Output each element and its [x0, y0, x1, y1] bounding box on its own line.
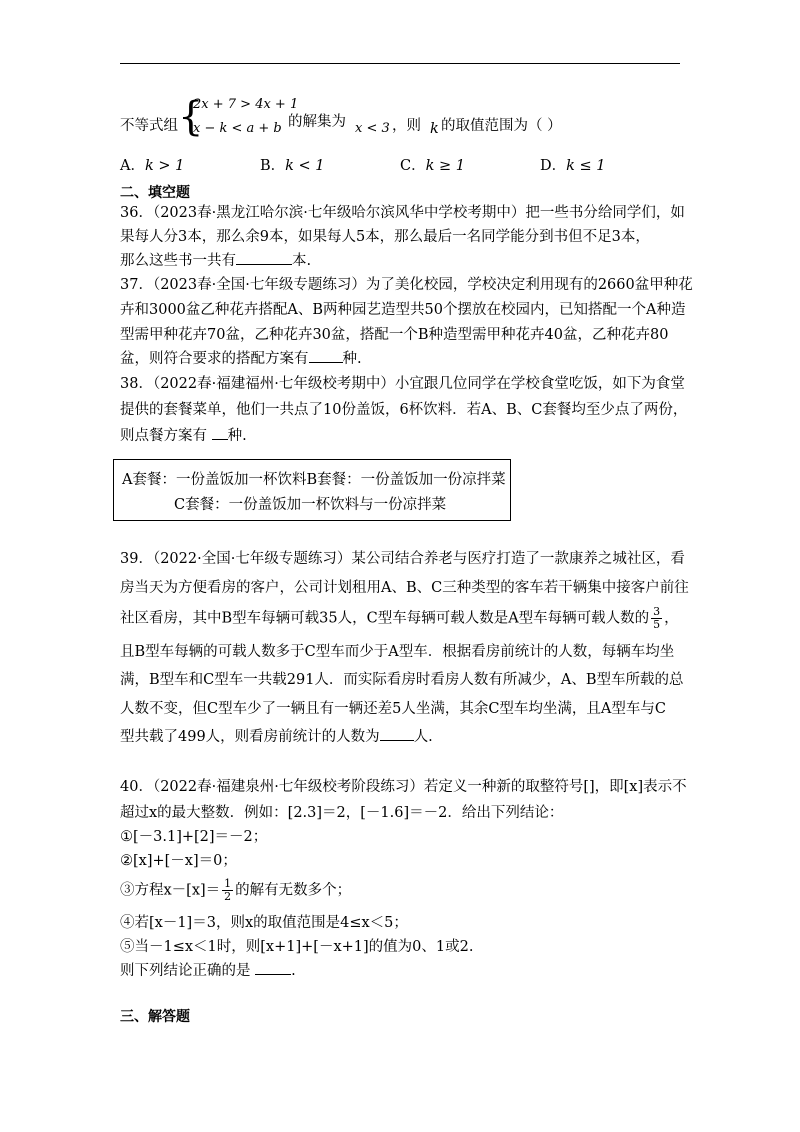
q39-line7: 型共载了499人，则看房前统计的人数为 人.: [120, 725, 433, 746]
fraction-three-fifths: $\frac{3}{5}$: [653, 605, 661, 631]
meal-menu-box: [113, 459, 511, 521]
fraction-one-half: $\frac{1}{2}$: [224, 877, 232, 903]
q39-line2: 房当天为方便看房的客户，公司计划租用A、B、C三种类型的客车若干辆集中接客户前往: [120, 580, 689, 596]
q35-prefix: 不等式组: [120, 118, 178, 134]
q40-conclusion-4: ④若[x－1]＝3，则x的取值范围是4≤x＜5；: [120, 915, 408, 931]
q38-line3: 则点餐方案有 种.: [120, 424, 247, 445]
menu-line2: C套餐：一份盖饭加一杯饮料与一份凉拌菜: [174, 497, 447, 513]
section-heading-fill-blank: 二、填空题: [120, 185, 190, 201]
q37-line3: 型需甲种花卉70盆，乙种花卉30盆，搭配一个B种造型需甲种花卉40盆，乙种花卉80: [120, 327, 669, 343]
q39-line6: 人数不变，但C型车少了一辆且有一辆还差5人坐满，其余C型车均坐满，且A型车与C: [120, 701, 666, 717]
section-heading-solve: 三、解答题: [120, 1009, 190, 1025]
q39-line3: 社区看房，其中B型车每辆可载35人，C型车每辆可载人数是A型车每辆可载人数的 $\frac{3}{5}$ ，: [120, 605, 679, 631]
option-d: D．k ≤ 1: [540, 158, 606, 174]
q37-line2: 卉和3000盆乙种花卉搭配A、B两种园艺造型共50个摆放在校园内，已知搭配一个A种造: [120, 302, 686, 318]
q36-line1: 36．（2023春·黑龙江哈尔滨·七年级哈尔滨风华中学校考期中）把一些书分给同学们，如: [120, 205, 685, 221]
q35-comma: ，则: [392, 118, 421, 134]
answer-blank: [236, 250, 292, 265]
q39-line4: 且B型车每辆的可载人数多于C型车而少于A型车．根据看房前统计的人数，每辆车均坐: [120, 644, 675, 660]
q38-line2: 提供的套餐菜单，他们一共点了10份盖饭，6杯饮料．若A、B、C套餐均至少点了两份，: [120, 402, 688, 418]
menu-line1: A套餐：一份盖饭加一杯饮料B套餐：一份盖饭加一份凉拌菜: [122, 472, 506, 488]
q35-suffix: 的取值范围为（ ）: [441, 118, 562, 134]
q35-eq2: x − k < a + b: [193, 121, 282, 136]
q37-line4: 盆，则符合要求的搭配方案有 种.: [120, 347, 362, 368]
q36-line2: 果每人分3本，那么余9本，如果每人5本，那么最后一名同学能分到书但不足3本，: [120, 229, 650, 245]
option-c: C．k ≥ 1: [400, 158, 465, 174]
answer-blank: [255, 960, 291, 975]
q40-conclusion-5: ⑤当－1≤x＜1时，则[x+1]+[－x+1]的值为0、1或2.: [120, 939, 474, 955]
q35-eq1: 2x + 7 > 4x + 1: [193, 97, 299, 112]
q39-line5: 满，B型车和C型车一共载291人．而实际看房时看房人数有所减少，A、B型车所载的总: [120, 672, 684, 688]
q35-mid: 的解集为: [288, 114, 346, 130]
q37-line1: 37．（2023春·全国·七年级专题练习）为了美化校园，学校决定利用现有的2660盆甲种花: [120, 277, 693, 293]
answer-blank: [309, 348, 343, 363]
q39-line1: 39．（2022·全国·七年级专题练习）某公司结合养老与医疗打造了一款康养之城社区，看: [120, 551, 685, 567]
header-rule: [120, 63, 680, 64]
q40-conclusion-3: ③方程x－[x]＝ $\frac{1}{2}$ 的解有无数多个；: [120, 877, 352, 903]
q40-final-line: 则下列结论正确的是 .: [120, 959, 296, 980]
q40-line1: 40．（2022春·福建泉州·七年级校考阶段练习）若定义一种新的取整符号[]，即[x]表示不: [120, 779, 687, 795]
answer-blank: [212, 425, 228, 440]
q35-k: k: [430, 121, 439, 137]
option-b: B．k < 1: [260, 158, 325, 174]
q35-solution: x < 3: [355, 121, 390, 136]
q40-line2: 超过x的最大整数．例如：[2.3]＝2，[－1.6]＝－2．给出下列结论：: [120, 805, 564, 821]
q40-conclusion-2: ②[x]+[－x]＝0；: [120, 853, 237, 869]
answer-blank: [380, 726, 414, 741]
option-a: A．k > 1: [120, 158, 185, 174]
q36-line3: 那么这些书一共有 本.: [120, 249, 311, 270]
q40-conclusion-1: ①[－3.1]+[2]＝－2；: [120, 829, 268, 845]
system-brace: {: [178, 94, 204, 140]
q38-line1: 38．（2022春·福建福州·七年级校考期中）小宜跟几位同学在学校食堂吃饭，如下为食堂: [120, 376, 685, 392]
